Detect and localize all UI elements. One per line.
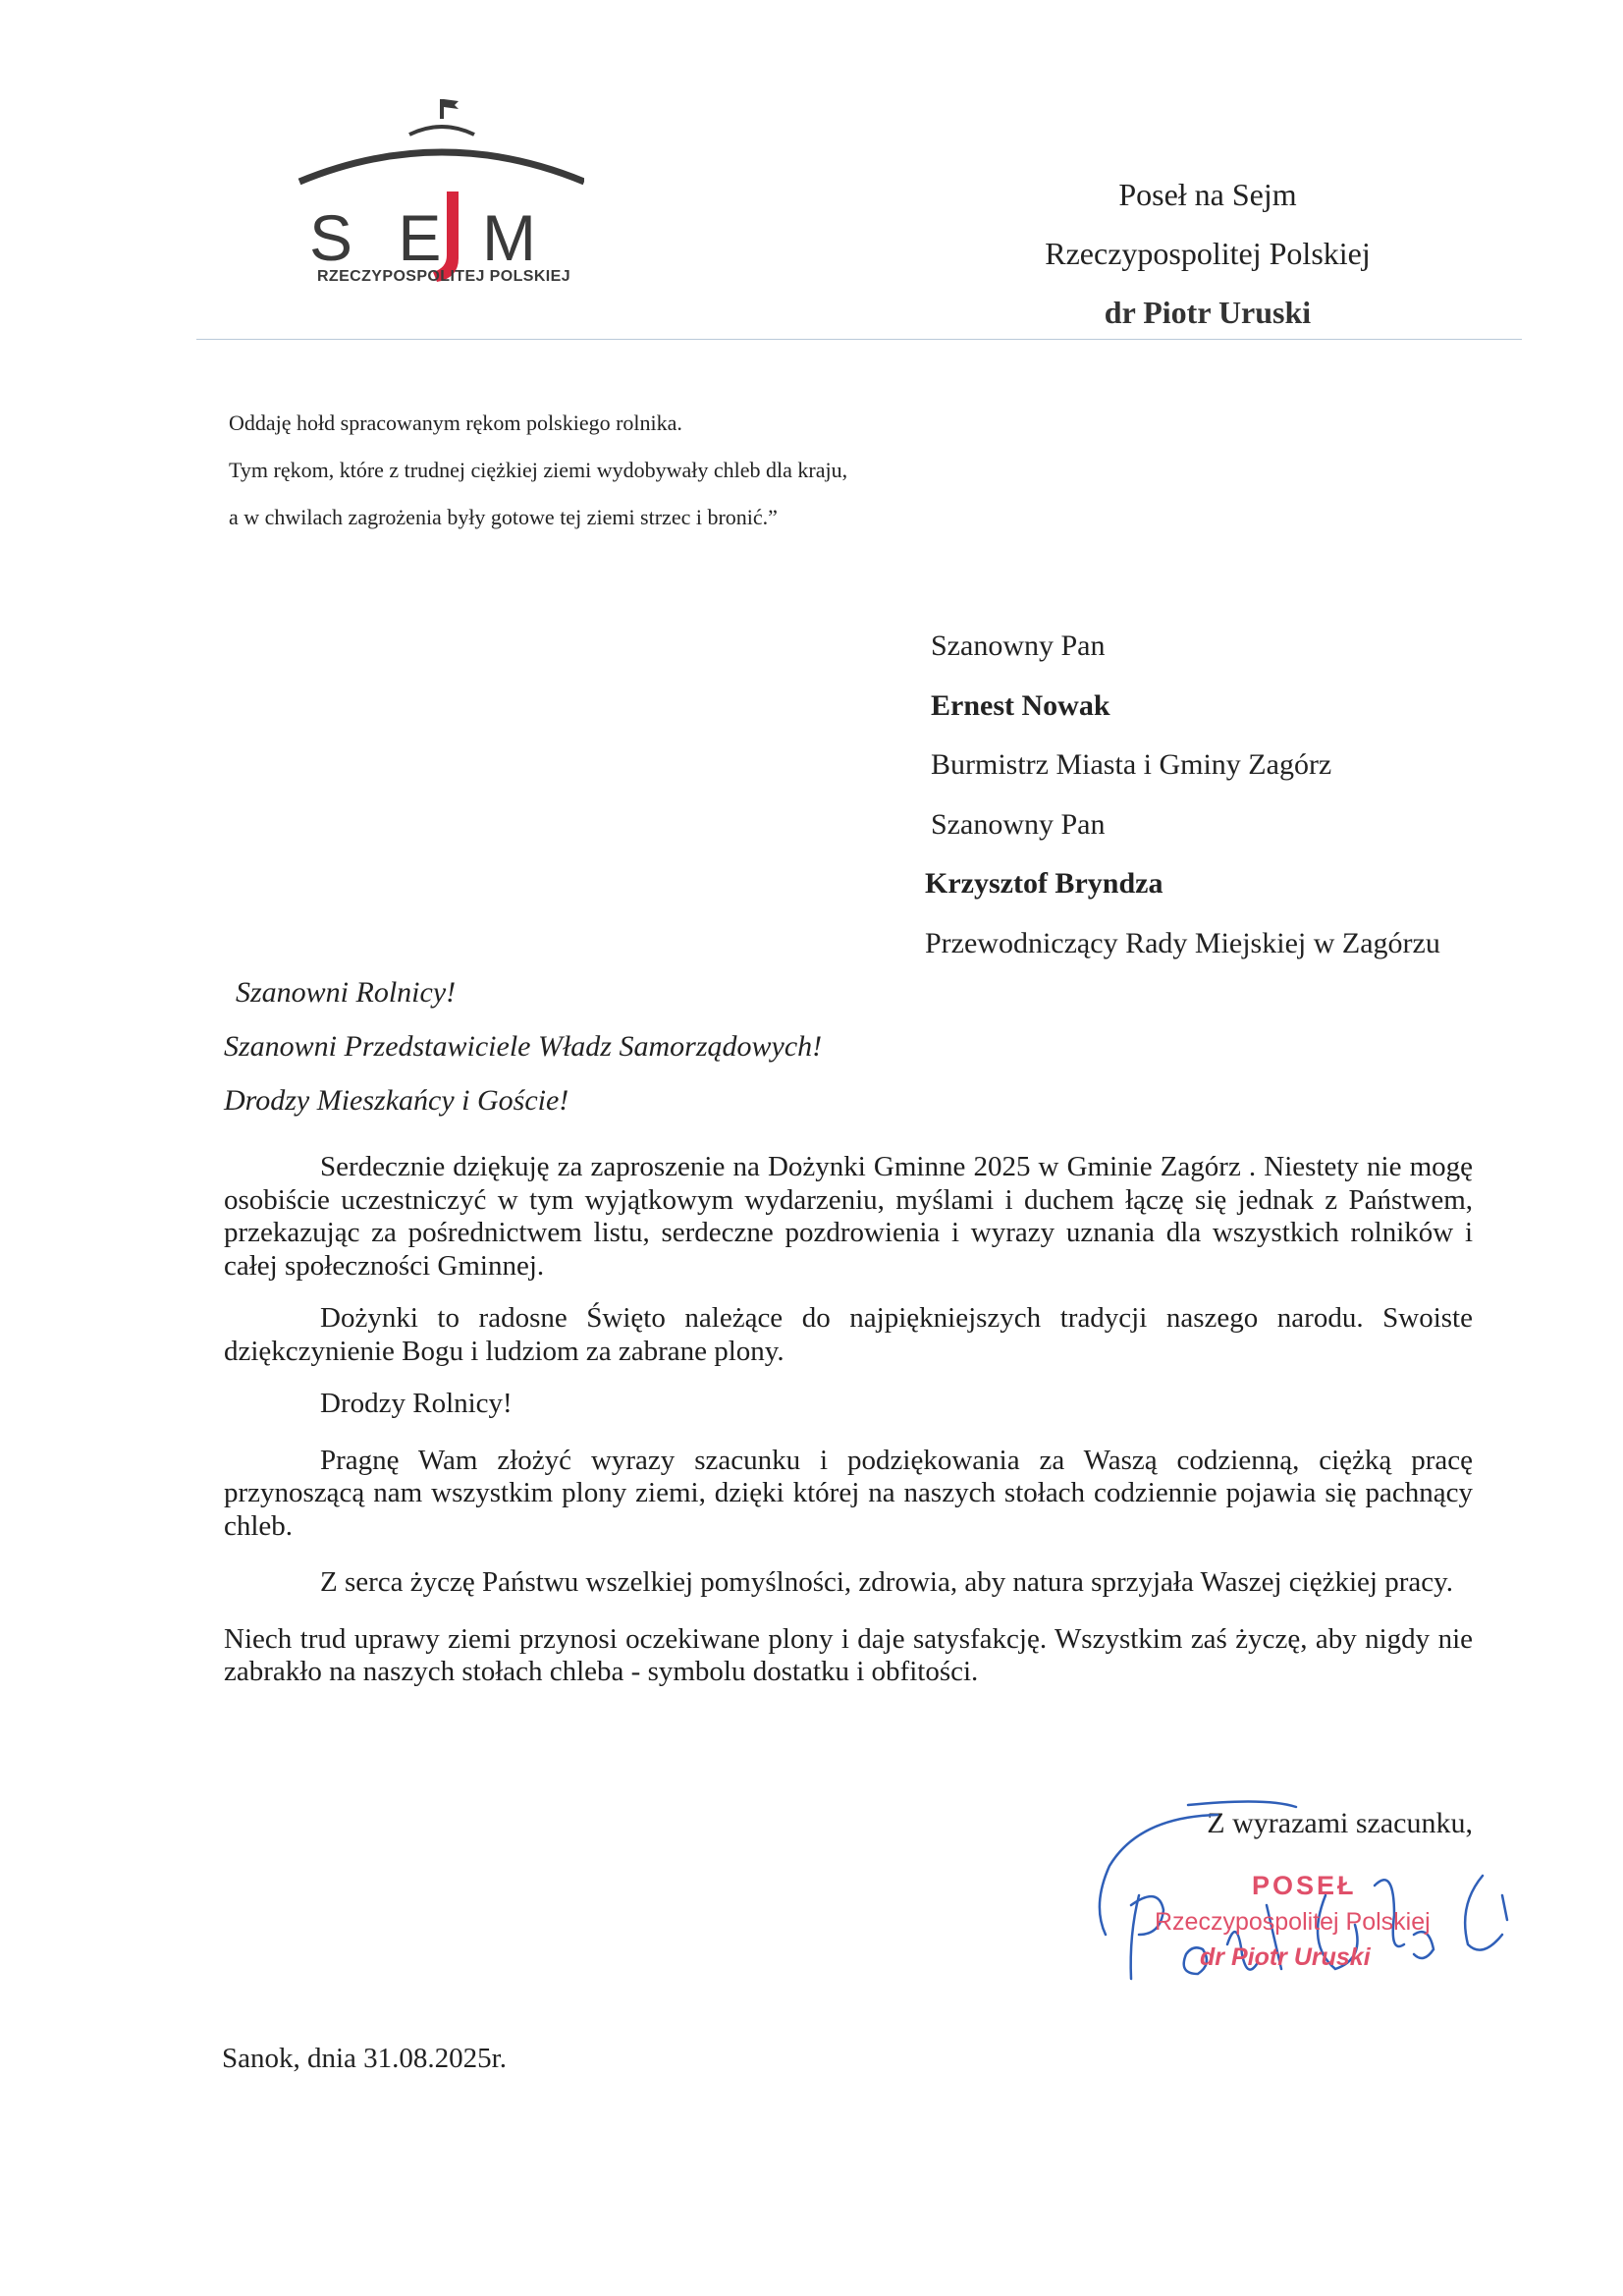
place-and-date: Sanok, dnia 31.08.2025r. [222,2043,507,2074]
closing-line: Z wyrazami szacunku, [1207,1807,1473,1839]
salutation-residents: Drodzy Mieszkańcy i Goście! [224,1084,569,1117]
addressee-role-2: Przewodniczący Rady Miejskiej w Zagórzu [925,926,1440,959]
body-paragraph: Drodzy Rolnicy! [320,1388,513,1419]
body-paragraph: Dożynki to radosne Święto należące do najpiękniejszych tradycji naszego narodu. Swoiste dziękczynienie Bogu i ludziom za zabrane plony. [224,1302,1473,1367]
addressee-name-2: Krzysztof Bryndza [925,867,1163,900]
quote-line: a w chwilach zagrożenia były gotowe tej ziemi strzec i bronić.” [229,505,778,529]
header-divider [196,339,1522,340]
sender-block [1001,165,1414,342]
addressee-role-1: Burmistrz Miasta i Gminy Zagórz [931,748,1332,781]
sender-name: dr Piotr Uruski [1104,295,1312,330]
svg-text:S E: S E [309,201,456,274]
body-paragraph: Z serca życzę Państwu wszelkiej pomyślności, zdrowia, aby natura sprzyjała Waszej ciężkiej pracy. [320,1566,1453,1598]
body-paragraph: Pragnę Wam złożyć wyrazy szacunku i podziękowania za Waszą codzienną, ciężką pracę przynoszącą nam wszystkim plony ziemi, dzięki której na naszych stołach codziennie pojawia się pachnący chleb. [224,1444,1473,1542]
sejm-logo [290,93,584,309]
official-stamp [1129,1871,1483,2008]
salutation-farmers: Szanowni Rolnicy! [236,976,457,1009]
addressee-greeting-1: Szanowny Pan [931,629,1106,662]
stamp-country: Rzeczypospolitej Polskiej [1155,1908,1431,1936]
salutation-officials: Szanowni Przedstawiciele Władz Samorządowych! [224,1030,823,1063]
body-paragraph: Serdecznie dziękuję za zaproszenie na Dożynki Gminne 2025 w Gminie Zagórz . Niestety nie mogę osobiście uczestniczyć w tym wyjątkowym wydarzeniu, myślami i duchem łączę się jednak z Państwem, przekazując za pośrednictwem listu, serdeczne pozdrowienia i wyrazy uznania dla wszystkich rolników i całej społeczności Gminnej. [224,1151,1473,1282]
body-paragraph: Niech trud uprawy ziemi przynosi oczekiwane plony i daje satysfakcję. Wszystkim zaś życzę, aby nigdy nie zabrakło na naszych stołach chleba - symbolu dostatku i obfitości. [224,1622,1473,1687]
stamp-title: POSEŁ [1252,1871,1357,1900]
salutations [224,965,1009,1127]
addressee-greeting-2: Szanowny Pan [931,807,1106,841]
addressee-name-1: Ernest Nowak [931,688,1110,722]
letter-body [224,1151,1473,1689]
quote-block [229,400,975,541]
logo-subtitle: RZECZYPOSPOLITEJ POLSKIEJ [316,268,571,285]
stamp-name: dr Piotr Uruski [1200,1943,1371,1971]
sender-country: Rzeczypospolitej Polskiej [1045,236,1371,271]
sender-title: Poseł na Sejm [1118,177,1297,212]
quote-line: Tym rękom, które z trudnej ciężkiej ziemi wydobywały chleb dla kraju, [229,458,848,482]
addressee-block [925,617,1520,973]
quote-line: Oddaję hołd spracowanym rękom polskiego rolnika. [229,410,682,435]
svg-text:M: M [482,201,536,274]
